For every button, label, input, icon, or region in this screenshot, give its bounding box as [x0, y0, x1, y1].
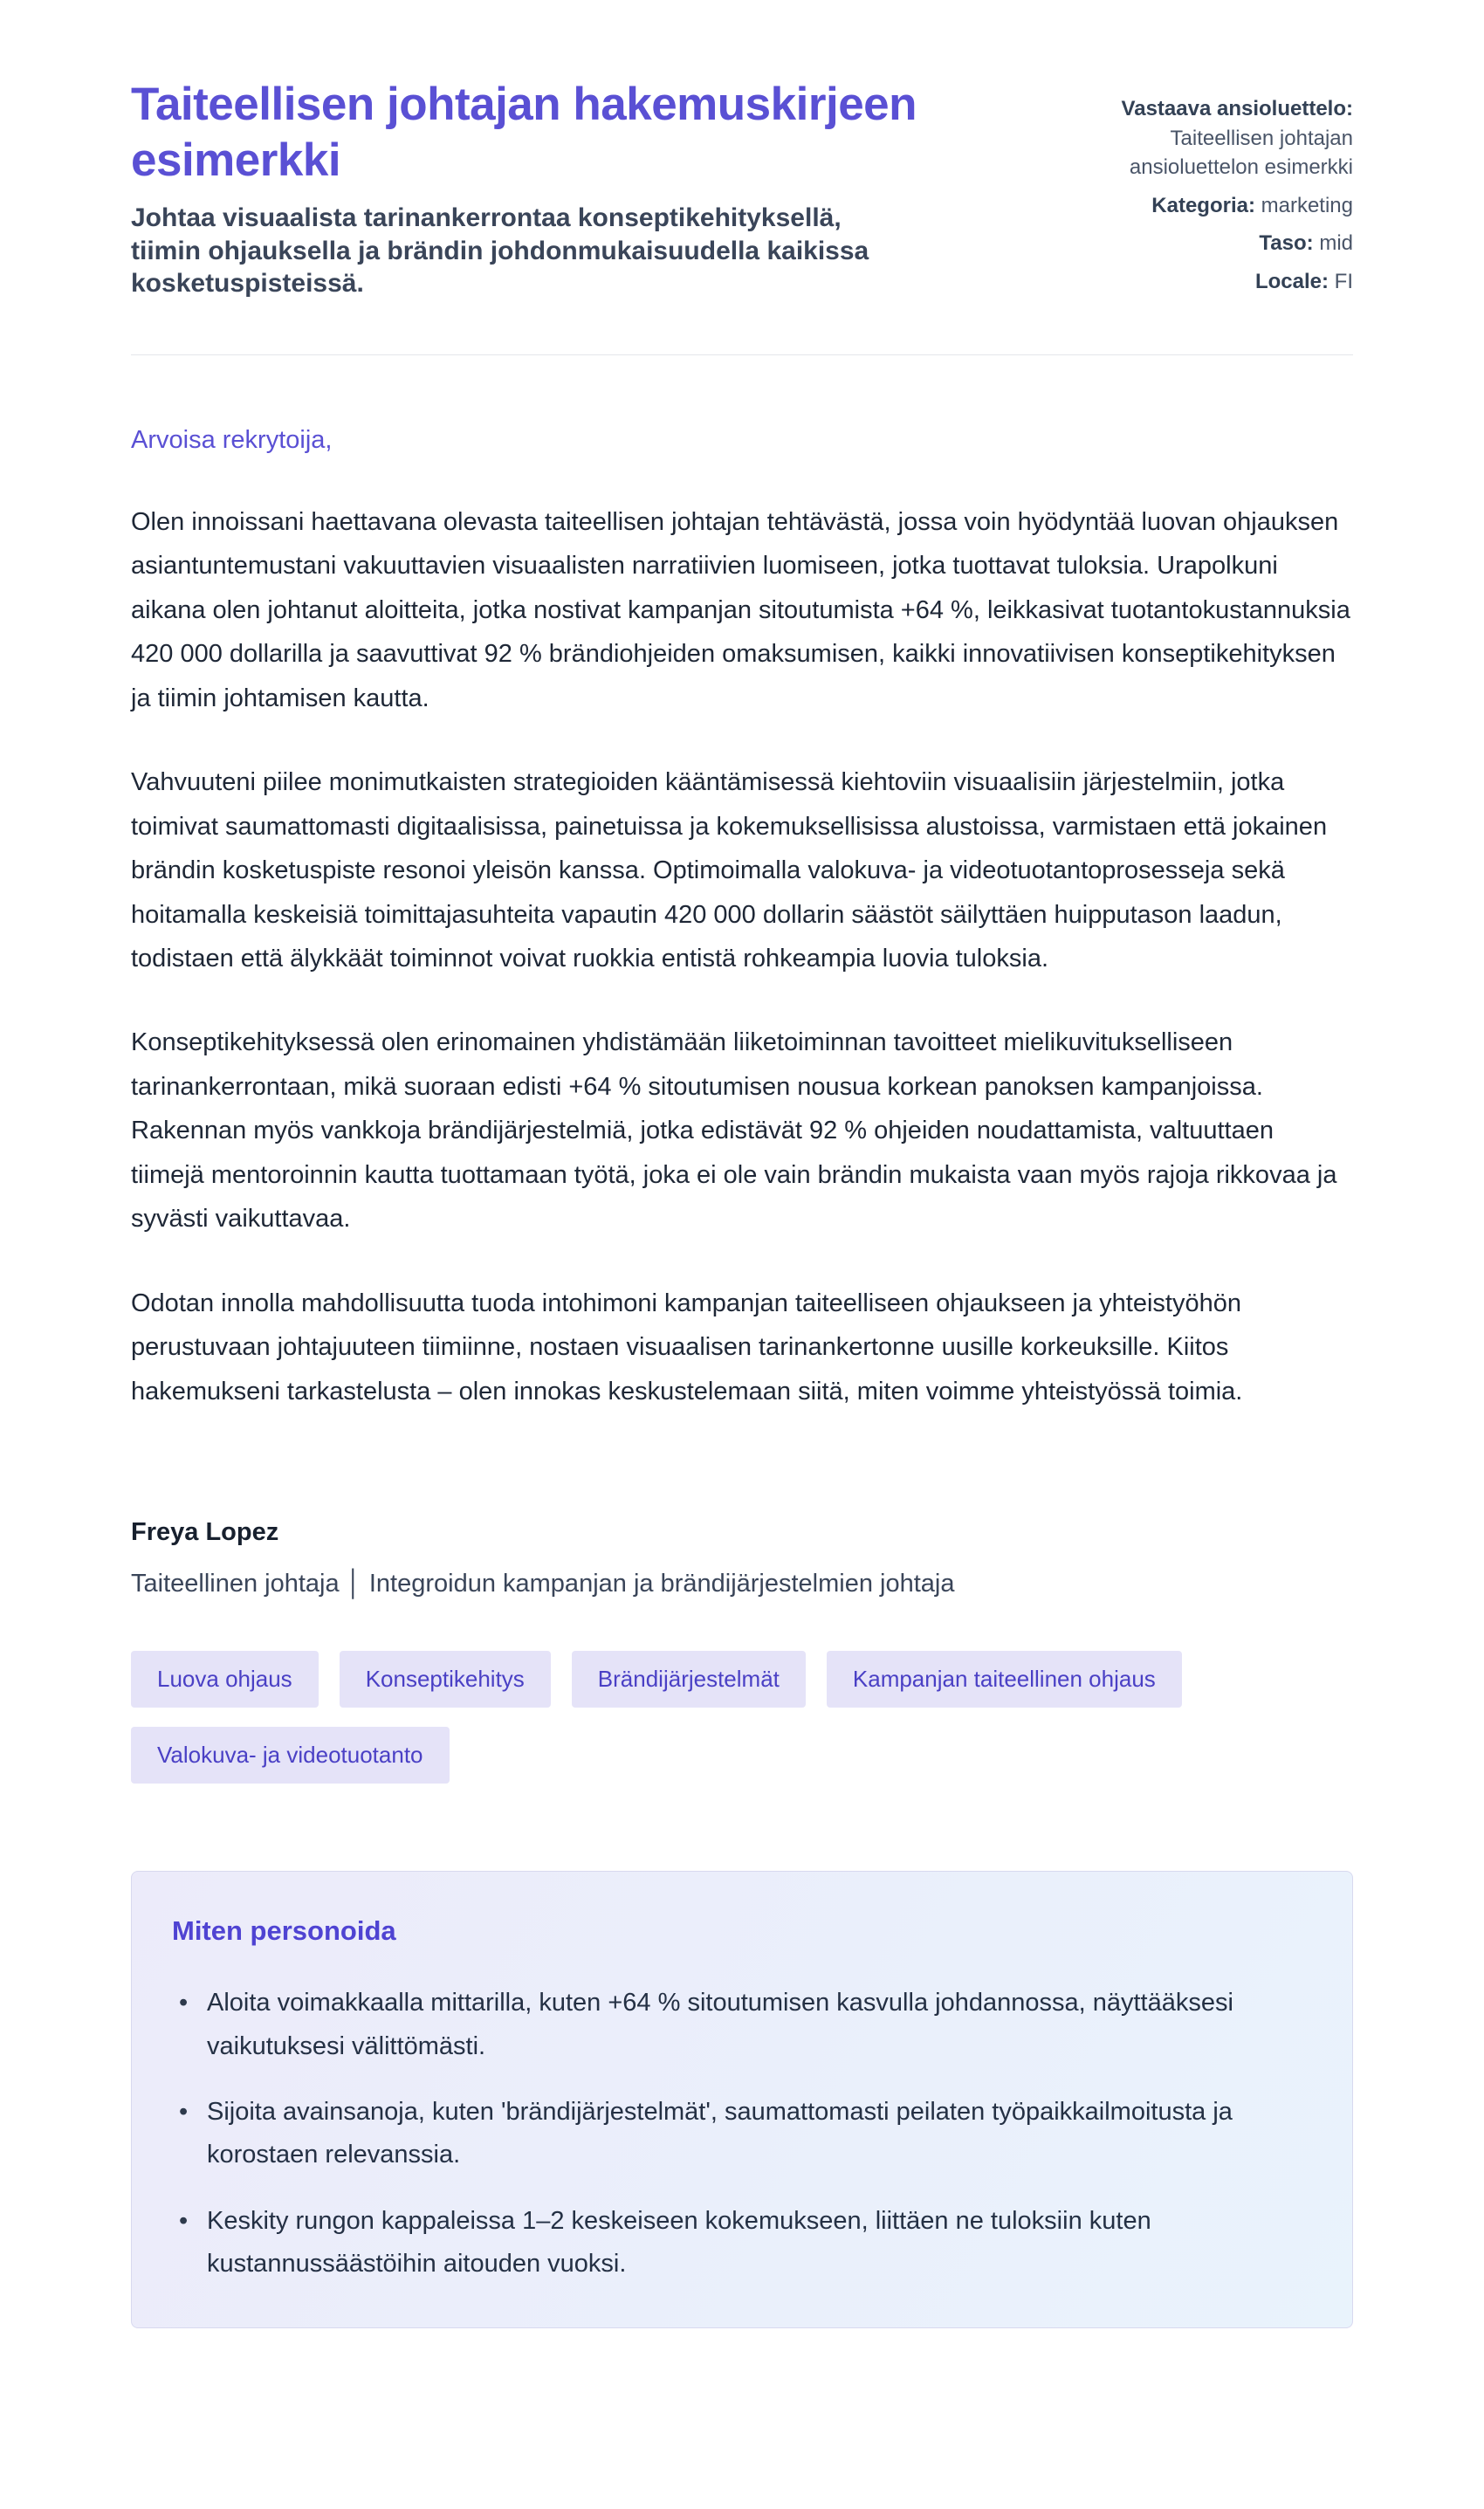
- advice-title: Miten personoida: [172, 1915, 396, 1947]
- cover-letter-body: [131, 420, 1353, 1599]
- meta-category-label: Kategoria:: [1151, 193, 1255, 217]
- meta-matching-resume: [1081, 94, 1353, 182]
- signature-name: Freya Lopez: [131, 1518, 279, 1547]
- meta-level-label: Taso:: [1259, 231, 1314, 256]
- page-header: [131, 77, 1353, 306]
- tag-chip[interactable]: Luova ohjaus: [131, 1651, 319, 1708]
- letter-greeting: Arvoisa rekrytoija,: [131, 425, 333, 454]
- tag-chip[interactable]: Konseptikehitys: [340, 1651, 551, 1708]
- signature-block: [131, 1518, 1353, 1598]
- meta-matching-resume-label: Vastaava ansioluettelo:: [1121, 97, 1353, 120]
- meta-level: [1081, 229, 1353, 258]
- signature-role: Taiteellinen johtaja │ Integroidun kampanjan ja brändijärjestelmien johtaja: [131, 1570, 955, 1598]
- letter-paragraph: Odotan innolla mahdollisuutta tuoda intohimoni kampanjan taiteelliseen ohjaukseen ja yhteistyöhön perustuvaan johtajuuteen tiimiinne, nostaen visuaalisen tarinankertonne uusille korkeuksille. Kiitos hakemukseni tarkastelusta – olen innokas keskustelemaan siitä, miten voimme yhteistyössä toimia.: [131, 1289, 1243, 1406]
- skill-tags: [131, 1651, 1353, 1784]
- meta-level-value: mid: [1319, 231, 1353, 256]
- letter-paragraph: Vahvuuteni piilee monimutkaisten strategioiden kääntämisessä kiehtoviin visuaalisiin järjestelmiin, jotka toimivat saumattomasti digitaalisissa, painetuissa ja kokemuksellisissa alustoissa, varmistaen että jokainen brändin kosketuspiste resonoi yleisön kanssa. Optimoimalla valokuva- ja videotuotantoprosesseja sekä hoitamalla keskeisiä toimittajasuhteita vapautin 420 000 dollarin säästöt säilyttäen huipputason laadun, todistaen että älykkäät toiminnot voivat ruokkia entistä rohkeampia luovia tuloksia.: [131, 768, 1328, 973]
- page-title: Taiteellisen johtajan hakemuskirjeen esimerkki: [131, 79, 917, 186]
- tag-chip[interactable]: Kampanjan taiteellinen ohjaus: [827, 1651, 1182, 1708]
- meta-locale-label: Locale:: [1254, 269, 1329, 293]
- advice-item: • Keskity rungon kappaleissa 1–2 keskeiseen kokemukseen, liittäen ne tuloksiin kuten kustannussäästöihin aitouden vuoksi.: [172, 2200, 1237, 2286]
- header-divider: [131, 354, 1353, 355]
- meta-category-value: marketing: [1261, 193, 1353, 217]
- meta-locale-value: FI: [1334, 269, 1353, 293]
- tag-chip[interactable]: Brändijärjestelmät: [572, 1651, 806, 1708]
- page-subtitle: Johtaa visuaalista tarinankerrontaa konseptikehityksellä, tiimin ohjauksella ja brändin johdonmukaisuudella kaikissa kosketuspisteissä.: [131, 203, 869, 299]
- advice-item: • Aloita voimakkaalla mittarilla, kuten +64 % sitoutumisen kasvulla johdannossa, näyttääksesi vaikutuksesi välittömästi.: [172, 1982, 1237, 2068]
- tag-chip[interactable]: Valokuva- ja videotuotanto: [131, 1727, 450, 1784]
- header-title-block: [131, 77, 1039, 300]
- advice-list: [172, 1982, 1312, 2286]
- advice-item: • Sijoita avainsanoja, kuten 'brändijärjestelmät', saumattomasti peilaten työpaikkailmoitusta ja korostaen relevanssia.: [172, 2091, 1237, 2177]
- personalization-advice-box: [131, 1871, 1353, 2328]
- letter-paragraph: Olen innoissani haettavana olevasta taiteellisen johtajan tehtävästä, jossa voin hyödyntää luovan ohjauksen asiantuntemustani vakuuttavien visuaalisten narratiivien luomiseen, jotka tuottavat tuloksia. Urapolkuni aikana olen johtanut aloitteita, jotka nostivat kampanjan sitoutumista +64 %, leikkasivat tuotantokustannuksia 420 000 dollarilla ja saavuttivat 92 % brändiohjeiden omaksumisen, kaikki innovatiivisen konseptikehityksen ja tiimin johtamisen kautta.: [131, 507, 1350, 712]
- meta-locale: [1081, 267, 1353, 297]
- meta-matching-resume-link[interactable]: Taiteellisen johtajan ansioluettelon esimerkki: [1129, 126, 1353, 180]
- meta-category: [1081, 191, 1353, 221]
- meta-panel: [1081, 77, 1353, 306]
- letter-paragraph: Konseptikehityksessä olen erinomainen yhdistämään liiketoiminnan tavoitteet mielikuvitukselliseen tarinankerrontaan, mikä suoraan edisti +64 % sitoutumisen nousua korkean panoksen kampanjoissa. Rakennan myös vankkoja brändijärjestelmiä, jotka edistävät 92 % ohjeiden noudattamista, valtuuttaen tiimejä mentoroinnin kautta tuottamaan työtä, joka ei ole vain brändin mukaista vaan myös rajoja rikkovaa ja syvästi vaikuttavaa.: [131, 1028, 1337, 1234]
